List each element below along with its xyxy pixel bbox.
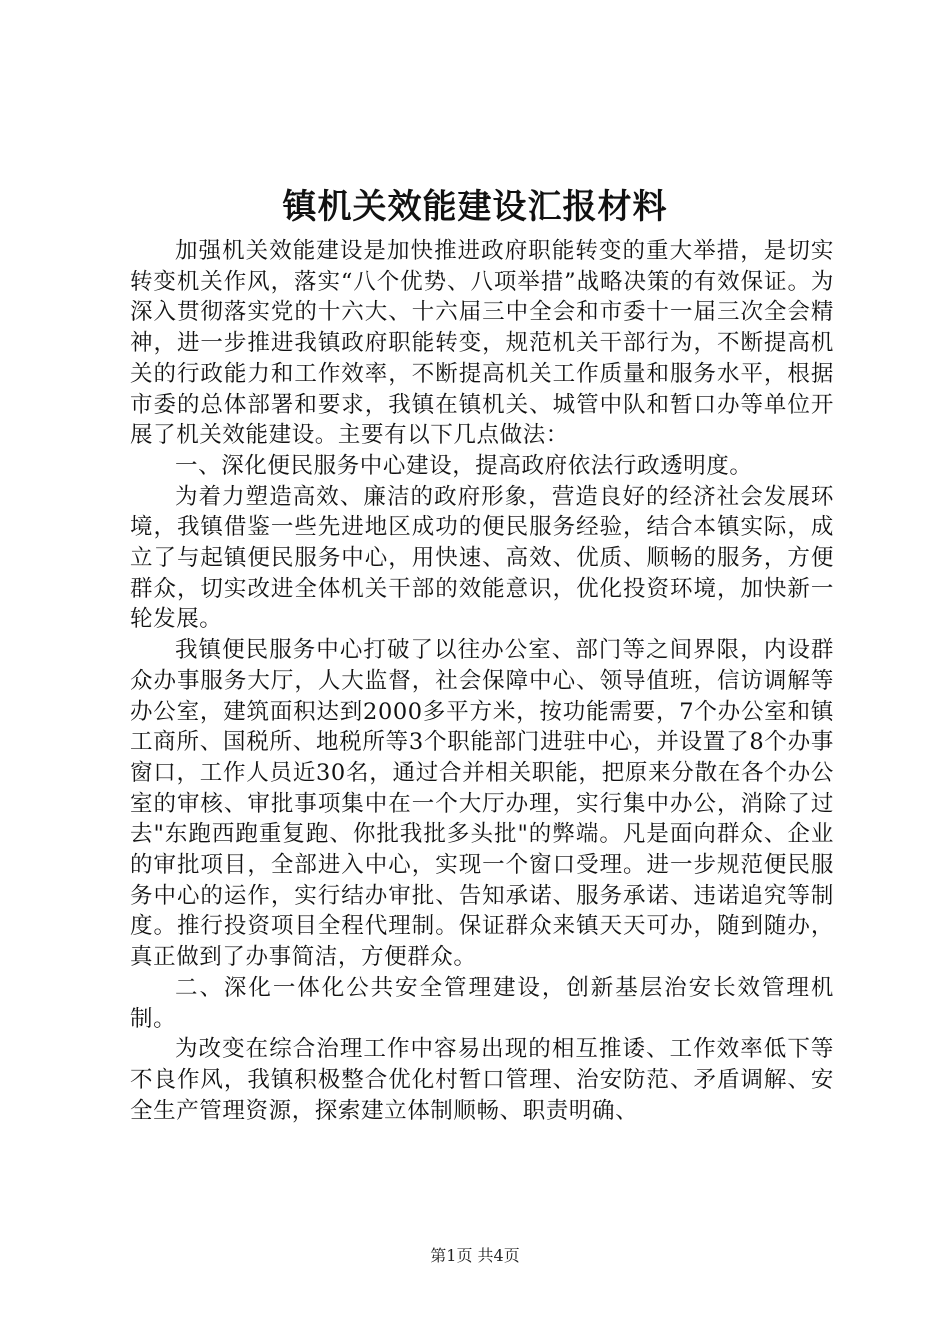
paragraph-intro: 加强机关效能建设是加快推进政府职能转变的重大举措，是切实转变机关作风，落实“八个优势、八项举措”战略决策的有效保证。为深入贯彻落实党的十六大、十六届三中全会和市委十一届三次全会精神，进一步推进我镇政府职能转变，规范机关干部行为，不断提高机关的行政能力和工作效率，不断提高机关工作质量和服务水平，根据市委的总体部署和要求，我镇在镇机关、城管中队和暂口办等单位开展了机关效能建设。主要有以下几点做法： — [130, 238, 834, 449]
paragraph-service-center: 为着力塑造高效、廉洁的政府形象，营造良好的经济社会发展环境，我镇借鉴一些先进地区成功的便民服务经验，结合本镇实际，成立了与起镇便民服务中心，用快速、高效、优质、顺畅的服务，方便群众，切实改进全体机关干部的效能意识，优化投资环境，加快新一轮发展。 — [130, 483, 834, 633]
document-title: 镇机关效能建设汇报材料 — [282, 187, 668, 227]
document-body — [130, 236, 834, 1126]
paragraph-public-safety: 为改变在综合治理工作中容易出现的相互推诿、工作效率低下等不良作风，我镇积极整合优化村暂口管理、治安防范、矛盾调解、安全生产管理资源，探索建立体制顺畅、职责明确、 — [130, 1036, 834, 1124]
page-number: 第1页 共4页 — [430, 1246, 520, 1265]
section-heading-2: 二、深化一体化公共安全管理建设，创新基层治安长效管理机制。 — [130, 974, 834, 1032]
paragraph-service-center-detail: 我镇便民服务中心打破了以往办公室、部门等之间界限，内设群众办事服务大厅，人大监督，社会保障中心、领导值班，信访调解等办公室，建筑面积达到2000多平方米，按功能需要，7个办公室和镇工商所、国税所、地税所等3个职能部门进驻中心，并设置了8个办事窗口，工作人员近30名，通过合并相关职能，把原来分散在各个办公室的审核、审批事项集中在一个大厅办理，实行集中办公，消除了过去"东跑西跑重复跑、你批我批多头批"的弊端。凡是面向群众、企业的审批项目，全部进入中心，实现一个窗口受理。进一步规范便民服务中心的运作，实行结办审批、告知承诺、服务承诺、违诺追究等制度。推行投资项目全程代理制。保证群众来镇天天可办，随到随办，真正做到了办事简洁，方便群众。 — [130, 637, 834, 971]
section-heading-1: 一、深化便民服务中心建设，提高政府依法行政透明度。 — [175, 452, 753, 479]
